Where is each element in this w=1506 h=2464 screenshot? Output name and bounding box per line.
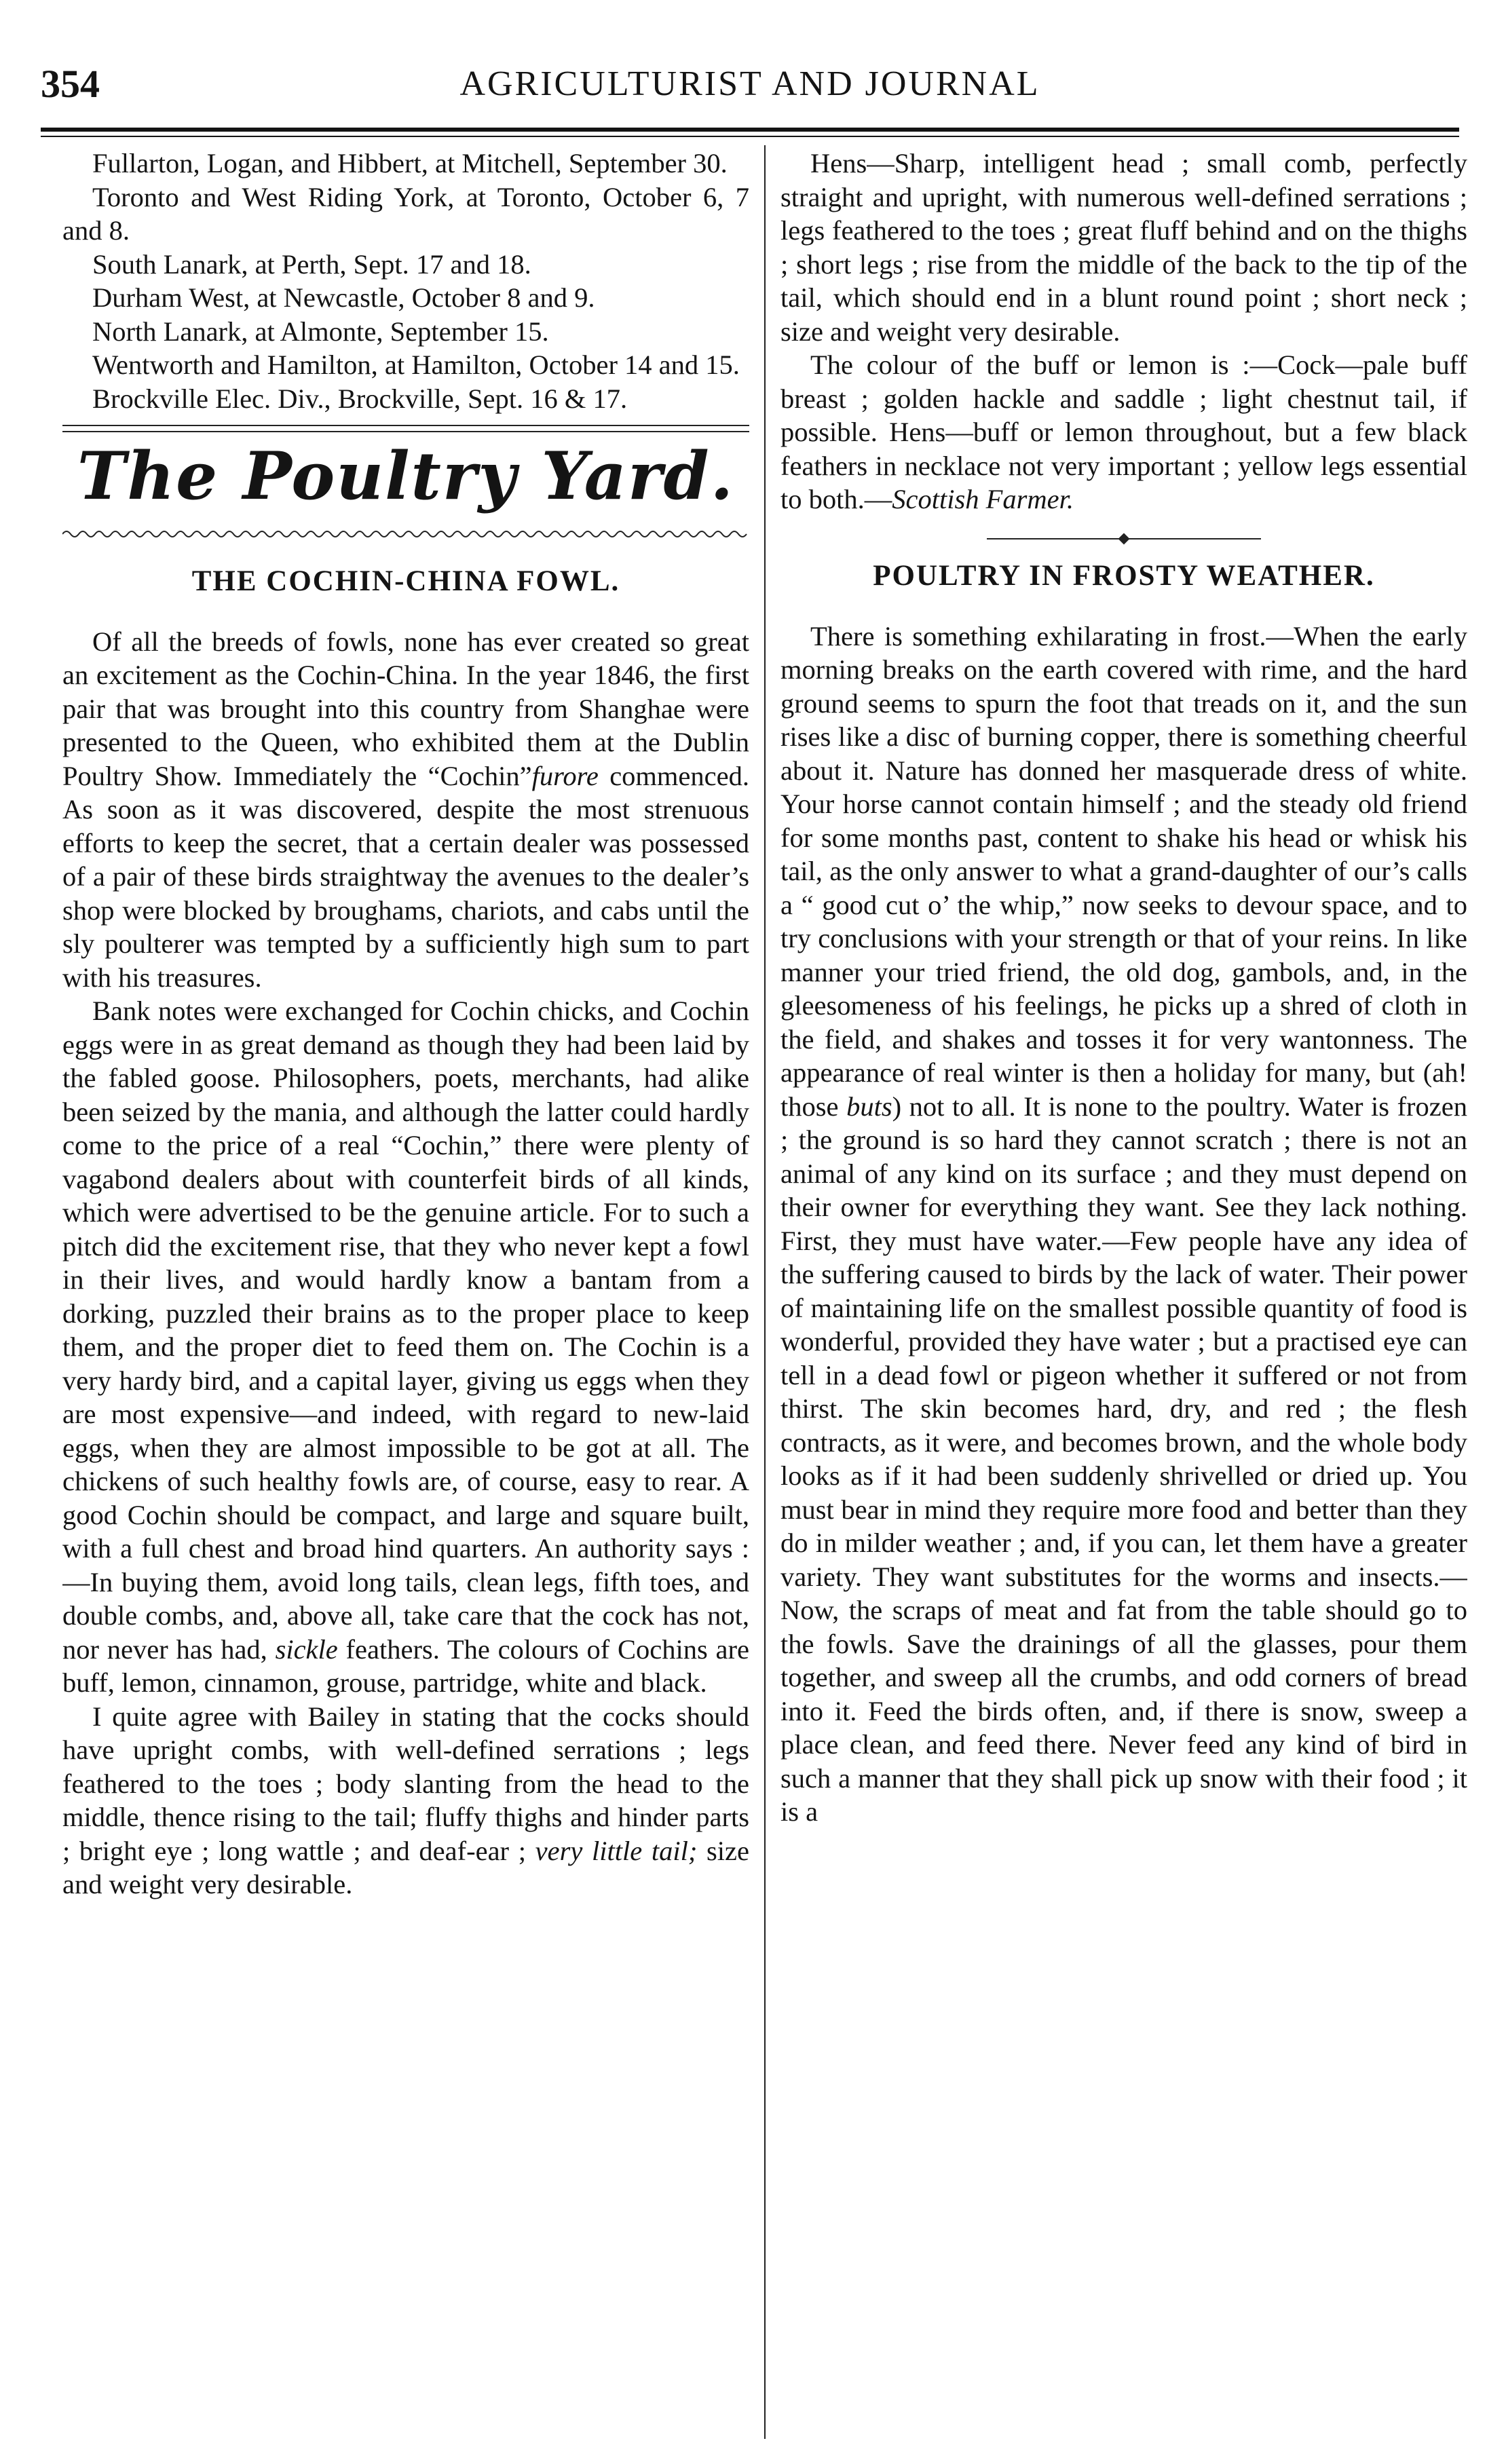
- section-rule: [62, 425, 749, 432]
- italic-run: furore: [531, 760, 599, 791]
- italic-run: very little tail;: [535, 1835, 698, 1866]
- text-run: commenced. As soon as it was discovered, despite the most strenuous efforts to keep the secret, that a certain dealer was possessed of a pair of these birds straightway the avenues to the dealer’s shop were blocked by broughams, chariots, and cabs until the sly poulterer was tempted by a sufficiently high sum to part with his treasures.: [62, 760, 749, 993]
- text-run: feathers. The colours of Cochins are buff, lemon, cinnamon, grouse, partridge, white and black.: [62, 1633, 749, 1698]
- schedule-item: North Lanark, at Almonte, September 15.: [92, 316, 549, 347]
- text-run: The colour of the buff or lemon is :—Cock—pale buff breast ; golden hackle and saddle ; light chestnut tail, if possible. Hens—buff or lemon throughout, but a few black feathers in necklace not very important ; yellow legs essential to both.—: [780, 349, 1467, 514]
- article-paragraph: [62, 625, 749, 995]
- running-head: AGRICULTURIST AND JOURNAL: [459, 64, 1040, 103]
- schedule-item: Durham West, at Newcastle, October 8 and 9.: [92, 282, 595, 313]
- column-divider: [764, 145, 766, 2439]
- header-rule-thin: [41, 136, 1459, 137]
- text-run: Of all the breeds of fowls, none has ever created so great an excitement as the Cochin-China. In the year 1846, the first pair that was brought into this country from Shanghae were presented to the Queen, who exhibited them at the Dublin Poultry Show. Immediately the “Cochin”: [62, 626, 749, 791]
- article-title: POULTRY IN FROSTY WEATHER.: [873, 559, 1375, 592]
- schedule-item: Toronto and West Riding York, at Toronto, October 6, 7 and 8.: [62, 181, 749, 246]
- italic-run: buts: [846, 1091, 892, 1122]
- section-title: [62, 439, 749, 514]
- article-title: THE COCHIN-CHINA FOWL.: [191, 565, 620, 597]
- text-run: size and weight very desirable.: [62, 1835, 749, 1899]
- wavy-rule: [62, 529, 749, 539]
- text-run: There is something exhilarating in frost.—When the early morning breaks on the earth covered with rime, and the hard ground seems to spurn the foot that treads on it, and the sun rises like a disc of burning copper, there is something cheerful about it. Nature has donned her masquerade dress of white. Your horse cannot contain himself ; and the steady old friend for some months past, content to shake his head or whisk his tail, as the only answer to what a grand-daughter of our’s calls a “ good cut o’ the whip,” now seeks to devour space, and to try conclusions with your strength or that of your reins. In like manner your tried friend, the old dog, gambols, and, in the gleesomeness of his feelings, he picks up a shred of cloth in the field, and shakes and tosses it for very wantonness. The appearance of real winter is then a holiday for many, but (ah! those: [780, 620, 1467, 1122]
- source-signature: Scottish Farmer.: [892, 484, 1074, 514]
- page-number: 354: [41, 62, 100, 106]
- ornament-dot: [1118, 533, 1130, 544]
- italic-run: sickle: [275, 1633, 338, 1665]
- schedule-item: Wentworth and Hamilton, at Hamilton, October 14 and 15.: [92, 349, 740, 380]
- text-run: Bank notes were exchanged for Cochin chicks, and Cochin eggs were in as great demand as though they had been laid by the fabled goose. Philosophers, poets, merchants, had alike been seized by the mania, and although the latter could hardly come to the price of a real “Cochin,” there were plenty of vagabond dealers about with counterfeit birds of all kinds, which were advertised to be the genuine article. For to such a pitch did the excitement rise, that they who never kept a fowl in their lives, and would hardly know a bantam from a dorking, puzzled their brains as to the proper place to keep them, and the proper diet to feed them on. The Cochin is a very hardy bird, and a capital layer, giving us eggs when they are most expensive—and indeed, with regard to new-laid eggs, when they are almost impossible to be got at all. The chickens of such healthy fowls are, of course, easy to rear. A good Cochin should be compact, and large and square built, with a full chest and broad hind quarters. An authority says :—In buying them, avoid long tails, clean legs, fifth toes, and double combs, and, above all, take care that the cock has not, nor never has had,: [62, 996, 749, 1665]
- section-title-text: The Poultry Yard.: [77, 438, 735, 514]
- schedule-item: South Lanark, at Perth, Sept. 17 and 18.: [92, 248, 531, 280]
- text-run: ) not to all. It is none to the poultry. Water is frozen ; the ground is so hard they cannot scratch ; there is not an animal of any kind on its surface ; and they must depend on their owner for everything they want. See they lack nothing. First, they must have water.—Few people have any idea of the suffering caused to birds by the lack of water. Their power of maintaining life on the smallest possible quantity of food is wonderful, provided they have water ; but a practised eye can tell in a dead fowl or pigeon whether it suffered or not from thirst. The skin becomes hard, dry, and red ; the flesh contracts, as it were, and becomes brown, and the whole body looks as if it had been suddenly shrivelled or dried up. You must bear in mind they require more food and better than they do in milder weather ; and, if you can, let them have a greater variety. They want substitutes for the worms and insects.—Now, the scraps of meat and fat from the table should go to the fowls. Save the drainings of all the glasses, pour them together, and sweep all the crumbs, and odd corners of bread into it. Feed the birds often, and, if there is snow, sweep a place clean, and feed there. Never feed any kind of bird in such a manner that they shall pick up snow with their food ; it is a: [780, 1091, 1467, 1827]
- article-paragraph: [62, 1700, 749, 1901]
- article-paragraph: [780, 348, 1467, 516]
- schedule-item: Brockville Elec. Div., Brockville, Sept. 16 & 17.: [92, 383, 628, 414]
- page-header: [41, 61, 1459, 122]
- left-column: [62, 147, 749, 2447]
- article-paragraph: [780, 620, 1467, 1829]
- right-column: [780, 147, 1467, 2447]
- fair-schedule: [62, 147, 749, 415]
- ornament-divider: [780, 534, 1467, 544]
- article-paragraph: Hens—Sharp, intelligent head ; small comb, perfectly straight and upright, with numerous well-defined serrations ; legs feathered to the toes ; great fluff behind and on the thighs ; short legs ; rise from the middle of the back to the tip of the tail, which should end in a blunt round point ; short neck ; size and weight very desirable.: [780, 148, 1467, 347]
- article-paragraph: [62, 994, 749, 1700]
- header-rule-thick: [41, 128, 1459, 132]
- schedule-item: Fullarton, Logan, and Hibbert, at Mitchell, September 30.: [92, 148, 728, 178]
- text-run: I quite agree with Bailey in stating that the cocks should have upright combs, with well-defined serrations ; legs feathered to the toes ; body slanting from the head to the middle, thence rising to the tail; fluffy thighs and hinder parts ; bright eye ; long wattle ; and deaf-ear ;: [62, 1701, 749, 1866]
